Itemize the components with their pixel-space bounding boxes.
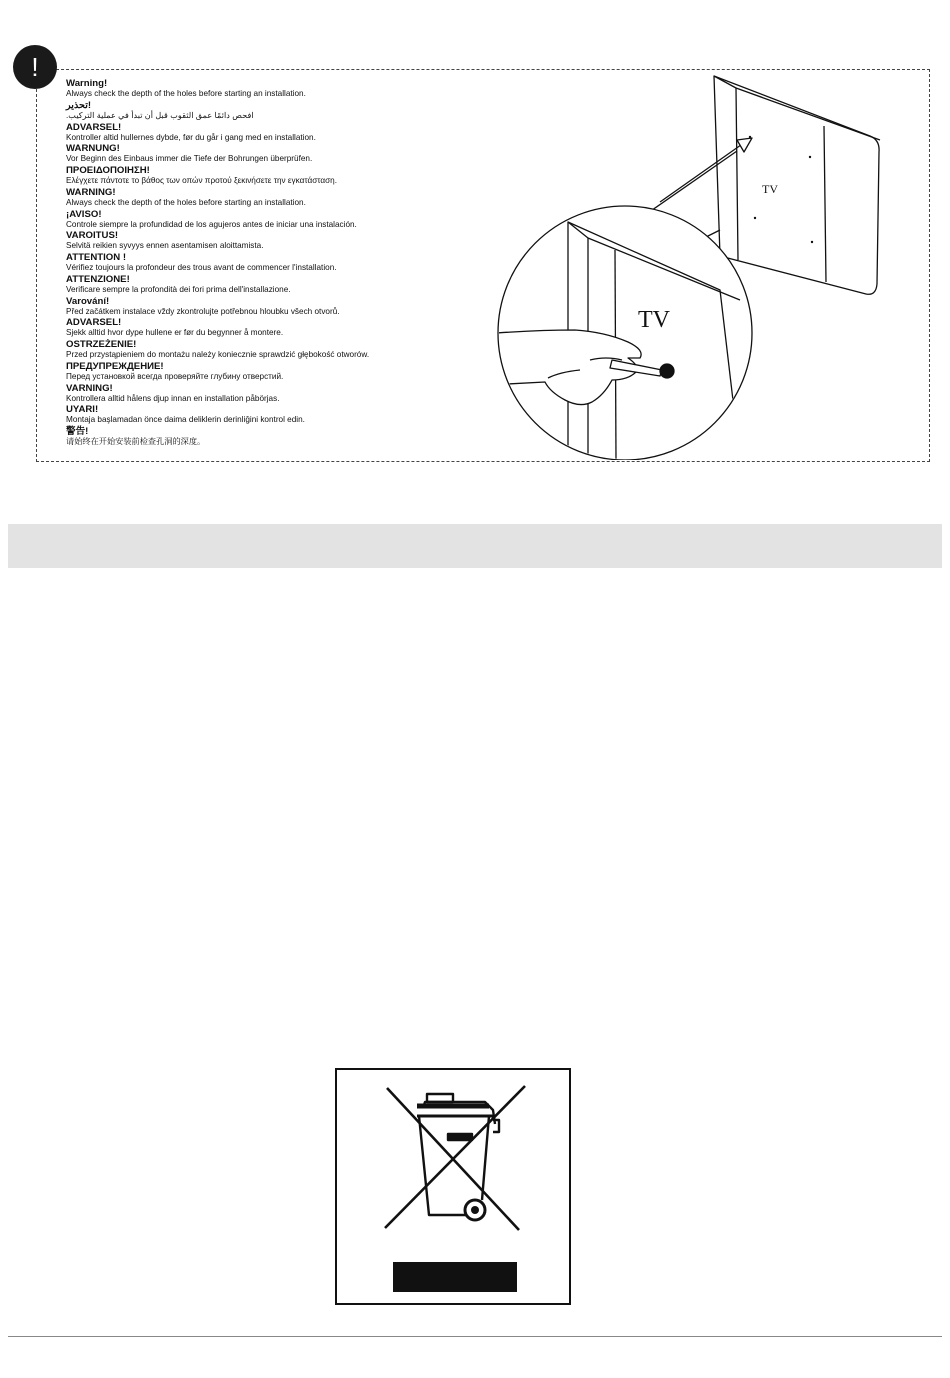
warning-heading: ATTENZIONE! xyxy=(66,273,130,285)
warning-text: Перед установкой всегда проверяйте глубину отверстий. xyxy=(66,371,284,381)
warning-text: Vérifiez toujours la profondeur des trous avant de commencer l'installation. xyxy=(66,263,337,272)
section-band xyxy=(8,524,942,568)
warning-heading: ΠΡΟΕΙΔΟΠΟΙΗΣΗ! xyxy=(66,165,150,176)
warning-heading: VAROITUS! xyxy=(66,230,119,242)
warning-heading: Varování! xyxy=(66,295,110,307)
warning-text: Vor Beginn des Einbaus immer die Tiefe der Bohrungen überprüfen. xyxy=(66,154,313,164)
warning-text: Před začátkem instalace vždy zkontrolujte potřebnou hloubku všech otvorů. xyxy=(66,306,340,316)
warning-text: Always check the depth of the holes before starting an installation. xyxy=(66,197,306,207)
warning-heading: Warning! xyxy=(66,78,108,89)
warning-heading: OSTRZEŻENIE! xyxy=(66,339,137,350)
warning-list xyxy=(66,78,406,448)
tv-back-panel xyxy=(714,76,879,294)
warning-heading: UYARI! xyxy=(66,404,99,416)
warning-text: Sjekk alltid hvor dype hullene er før du begynner å montere. xyxy=(66,328,284,338)
warning-text: Montaja başlamadan önce daima deliklerin derinliğini kontrol edin. xyxy=(66,415,305,425)
warning-text: Kontrollera alltid hålens djup innan en installation påbörjas. xyxy=(66,393,280,403)
warning-text: Ελέγχετε πάντοτε το βάθος των οπών προτού ξεκινήσετε την εγκατάσταση. xyxy=(66,176,337,185)
warning-text: Selvitä reikien syvyys ennen asentamisen aloittamista. xyxy=(66,241,264,251)
tv-large-label: TV xyxy=(638,307,670,333)
warning-heading: ПРЕДУПРЕЖДЕНИЕ! xyxy=(66,360,164,372)
warning-heading: !تحذير xyxy=(66,99,92,111)
tv-small-label: TV xyxy=(762,182,778,196)
warning-text: 请始终在开始安装前检查孔洞的深度。 xyxy=(66,437,206,446)
warning-text: Always check the depth of the holes before starting an installation. xyxy=(66,89,306,98)
warning-heading: ADVARSEL! xyxy=(66,317,122,329)
warning-heading: VARNING! xyxy=(66,382,113,394)
weee-symbol-box xyxy=(335,1068,571,1305)
crossed-out-wheelie-bin-icon xyxy=(337,1070,569,1303)
warning-text: افحص دائمًا عمق الثقوب قبل أن تبدأ في عملية التركيب. xyxy=(66,110,254,120)
exclamation-icon: ! xyxy=(13,45,57,89)
warning-text: Kontroller altid hullernes dybde, før du går i gang med en installation. xyxy=(66,132,316,142)
warning-text: Verificare sempre la profondità dei fori prima dell'installazione. xyxy=(66,284,291,294)
warning-heading: WARNING! xyxy=(66,186,116,198)
warning-heading: ATTENTION ! xyxy=(66,252,127,263)
warning-heading: WARNUNG! xyxy=(66,143,120,155)
marker-dot xyxy=(660,364,674,378)
warning-text: Przed przystąpieniem do montażu należy koniecznie sprawdzić głębokość otworów. xyxy=(66,350,370,359)
warning-heading: ADVARSEL! xyxy=(66,121,122,133)
warning-heading: ¡AVISO! xyxy=(66,208,102,220)
bottom-rule xyxy=(8,1336,942,1337)
warning-text: Controle siempre la profundidad de los agujeros antes de iniciar una instalación. xyxy=(66,219,357,229)
tv-wall-illustration xyxy=(470,70,910,460)
warning-heading: 警告! xyxy=(66,426,89,437)
